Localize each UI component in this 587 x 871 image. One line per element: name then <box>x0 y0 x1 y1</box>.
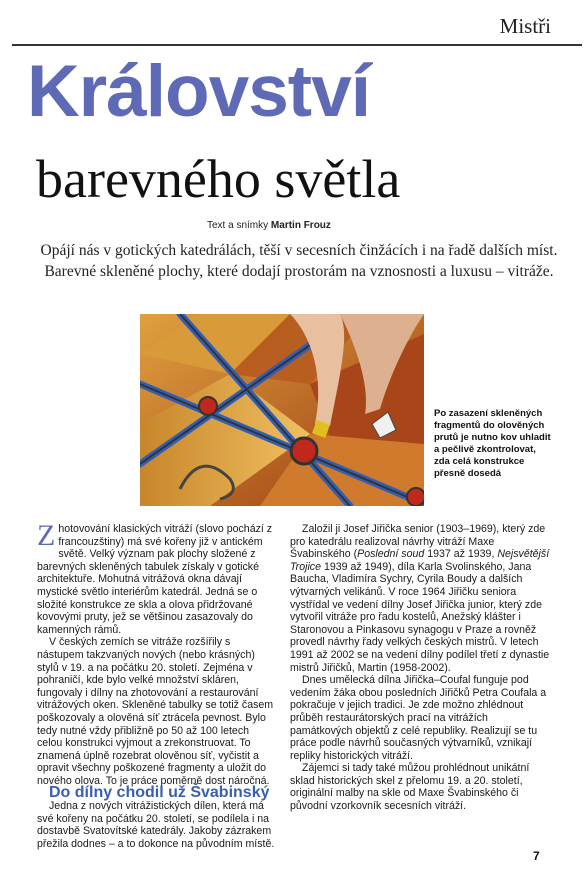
stained-glass-photo <box>140 314 424 506</box>
column-2 <box>290 523 550 813</box>
paragraph-5: Dnes umělecká dílna Jiřička–Coufal funguje pod vedením žáka obou posledních Jiřičků Petra Coufala a pokračuje v jejich tradici. Je zde možno zhlédnout průběh restaurátorských prací na vitrážích památkových objektů z celé republiky. Realizují se tu práce podle návrhů současných výtvarníků, vznikají repliky historických vitráží. <box>290 674 547 762</box>
paragraph-6: Zájemci si tady také můžou prohlédnout unikátní sklad historických skel z přelomu 19. a 20. století, originální malby na skle od Maxe Švabinského či původní vzorkovník secesních vitráží. <box>290 762 530 813</box>
title-line-1: Království <box>27 51 370 132</box>
title-line-2: barevného světla <box>36 149 401 209</box>
section-label: Mistři <box>499 14 551 38</box>
paragraph-3: Jedna z nových vitrážistických dílen, která má své kořeny na počátku 20. století, se podílela i na dostavbě Svatovítské katedrály. Jakoby zázrakem přežila dodnes – a to dokonce na původním místě. <box>37 800 275 850</box>
byline-prefix: Text a snímky <box>207 220 269 231</box>
paragraph-4-part-a: Založil ji Josef Jiřička senior (1903–1969), který zde pro katedrálu realizoval návrhy vitráží Maxe Švabinského ( <box>290 523 546 561</box>
subheading: Do dílny chodil už Švabinský <box>49 784 270 802</box>
paragraph-4-part-c: 1937 až 1939, <box>424 548 498 561</box>
header-rule <box>12 44 582 46</box>
drop-cap: Z <box>37 519 56 552</box>
work-title-holy-trinity: Nejsvětější Trojice <box>290 548 550 573</box>
paragraph-4 <box>290 523 550 674</box>
paragraph-1-text: hotovování klasických vitráží (slovo pochází z francouzštiny) má své kořeny již v antickém světě. Velký význam pak plochy složené z barevných skleněných tabulek získaly v gotické architektuře. Mohutná vitrážová okna dávají mystické světlo interiérům katedrál. Jedná se o složité konstrukce ze skla a olova přidržované kovovými pruty, jež se většinou zasazovaly do kamenných rámů. <box>37 523 273 636</box>
byline-author: Martin Frouz <box>270 220 331 231</box>
byline <box>207 220 331 231</box>
paragraph-4-part-e: 1939 až 1949), díla Karla Svolinského, Jana Baucha, Vladimíra Sychry, Cyrila Boudy a dalších výtvarných velikánů. V roce 1964 Jiřičku seniora vystřídal ve vedení dílny Josef Jiřička junior, který zde vytvořil vitráže pro řadu kostelů, Anežský klášter i Staronovou a Pinkasovu synagogu v Praze a rovněž provedl návrhy řady velkých českých mistrů. V letech 1991 až 2002 se na vedení dílny podílel třetí z dynastie mistrů Jiřičků, Martin (1958-2002). <box>290 560 550 674</box>
page-number: 7 <box>533 849 540 863</box>
work-title-last-judgment: Poslední soud <box>357 548 425 561</box>
paragraph-2: V českých zemích se vitráže rozšířily s nástupem takzvaných nových (nebo krásných) stylů v 19. a na počátku 20. století. Zejména v pohraničí, kde bylo velké množství skláren, fungovaly i dílny na zhotovování a restaurování vitrážových oken. Skleněné tabulky se totiž časem poškozovaly a olověná síť ztrácela pevnost. Bylo tedy nutné vždy přibližně po 50 až 100 letech celou konstrukci vyjmout a zrekonstruovat. To znamená úplně rozebrat olověnou síť, vyčistit a opravit všechny poškozené fragmenty a uložit do nového olova. To je práce poměrně dost náročná. <box>37 636 274 787</box>
paragraph-1 <box>37 519 275 636</box>
photo-caption: Po zasazení skleněných fragmentů do olověných prutů je nutno kov uhladit a pečlivě zkontrolovat, zda celá konstrukce přesně dosedá <box>434 408 551 479</box>
lead-paragraph: Opájí nás v gotických katedrálách, těší v secesních činžácích i na řadě dalších míst. Barevné skleněné plochy, které dodají prostorám na vznosnosti a luxusu – vitráže. <box>40 242 558 280</box>
stained-glass-illustration <box>140 314 424 506</box>
column-1 <box>37 519 275 850</box>
